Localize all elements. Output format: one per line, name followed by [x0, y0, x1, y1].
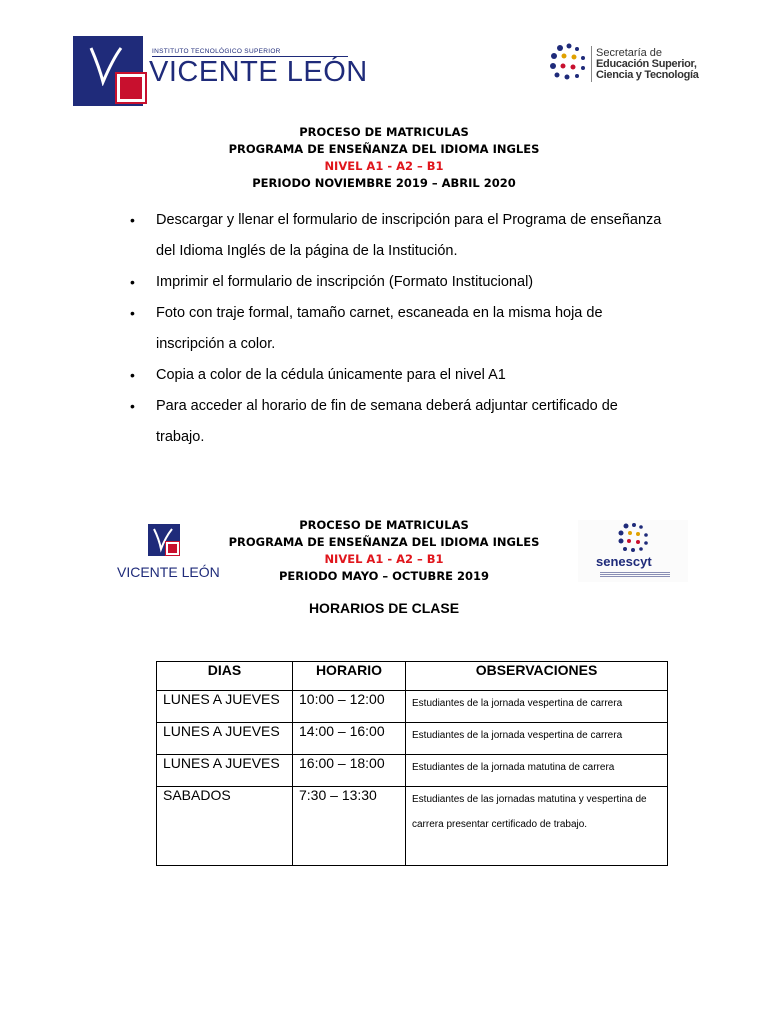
logo-name: VICENTE LEÓN — [149, 56, 368, 88]
senescyt-wordmark: senescyt — [596, 554, 652, 569]
section1-period: PERIODO NOVIEMBRE 2019 – ABRIL 2020 — [252, 176, 516, 190]
section1-heading — [0, 124, 768, 192]
cell-horario: 14:00 – 16:00 — [293, 723, 406, 755]
list-item: • Imprimir el formulario de inscripción (Formato Institucional) — [130, 267, 670, 298]
cell-horario: 16:00 – 18:00 — [293, 755, 406, 787]
cell-horario: 7:30 – 13:30 — [293, 787, 406, 866]
cell-observaciones: Estudiantes de la jornada vespertina de carrera — [406, 691, 668, 723]
section2-program: PROGRAMA DE ENSEÑANZA DEL IDIOMA INGLES — [228, 535, 540, 549]
schedule-title: HORARIOS DE CLASE — [308, 600, 460, 616]
section2-heading — [0, 517, 768, 585]
dots-swirl-icon — [548, 42, 590, 84]
list-item: • Copia a color de la cédula únicamente para el nivel A1 — [130, 360, 670, 391]
section2-title: PROCESO DE MATRICULAS — [299, 518, 469, 532]
requirements-list — [130, 205, 670, 453]
small-logo-name: VICENTE LEÓN — [117, 564, 220, 580]
cell-dias: SABADOS — [157, 787, 293, 866]
vicente-leon-logo — [73, 36, 368, 106]
section1-program: PROGRAMA DE ENSEÑANZA DEL IDIOMA INGLES — [228, 142, 540, 156]
vicente-leon-logo-mark — [73, 36, 143, 106]
cell-observaciones: Estudiantes de la jornada vespertina de carrera — [406, 723, 668, 755]
table-header-row — [157, 662, 668, 691]
schedule-table — [156, 661, 668, 866]
cell-observaciones: Estudiantes de la jornada matutina de carrera — [406, 755, 668, 787]
section1-levels: NIVEL A1 - A2 – B1 — [324, 159, 444, 173]
cell-dias: LUNES A JUEVES — [157, 691, 293, 723]
table-row — [157, 787, 668, 866]
cell-dias: LUNES A JUEVES — [157, 723, 293, 755]
list-item: • Descargar y llenar el formulario de inscripción para el Programa de enseñanza del Idioma Inglés de la página de la Institución. — [130, 205, 670, 267]
cell-dias: LUNES A JUEVES — [157, 755, 293, 787]
column-header-dias: DIAS — [157, 662, 293, 691]
section2-levels: NIVEL A1 - A2 – B1 — [324, 552, 444, 566]
secretaria-logo-text: Secretaría de Educación Superior, Ciencia y Tecnología — [596, 47, 699, 81]
secretaria-logo — [548, 42, 708, 90]
table-row — [157, 723, 668, 755]
section2-period: PERIODO MAYO – OCTUBRE 2019 — [278, 569, 490, 583]
list-item: • Foto con traje formal, tamaño carnet, escaneada en la misma hoja de inscripción a color. — [130, 298, 670, 360]
list-item: • Para acceder al horario de fin de semana deberá adjuntar certificado de trabajo. — [130, 391, 670, 453]
table-row — [157, 691, 668, 723]
cell-observaciones: Estudiantes de las jornadas matutina y vespertina de carrera presentar certificado de trabajo. — [406, 787, 668, 866]
column-header-horario: HORARIO — [293, 662, 406, 691]
logo-tagline: INSTITUTO TECNOLÓGICO SUPERIOR — [152, 48, 281, 55]
l-square-icon — [115, 72, 147, 104]
column-header-observaciones: OBSERVACIONES — [406, 662, 668, 691]
cell-horario: 10:00 – 12:00 — [293, 691, 406, 723]
table-row — [157, 755, 668, 787]
section1-title: PROCESO DE MATRICULAS — [299, 125, 469, 139]
